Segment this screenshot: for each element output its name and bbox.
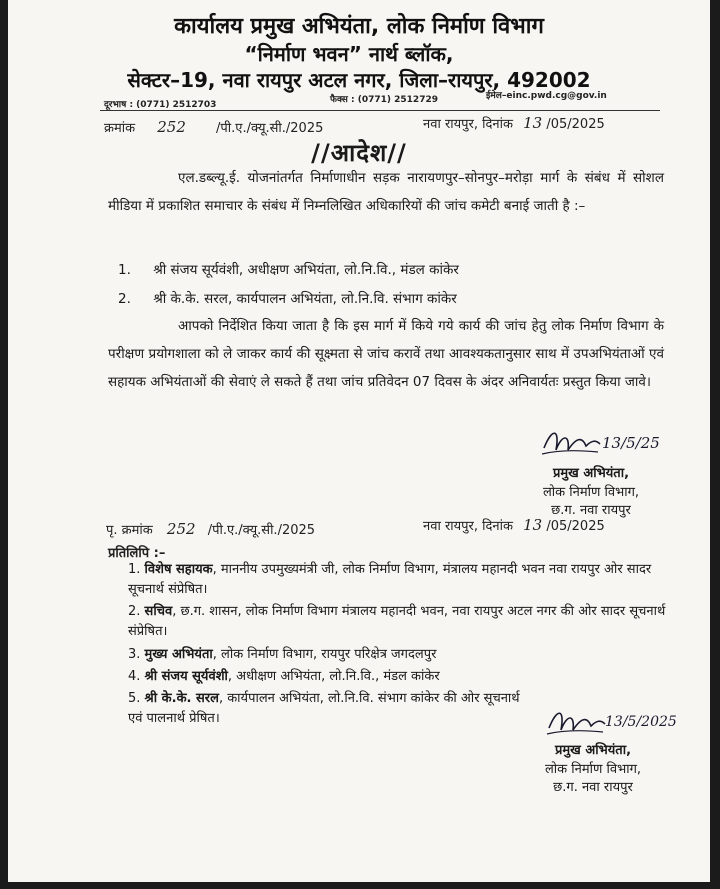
endorse-code: /पी.ए./क्यू.सी./2025 [207,523,316,538]
copy-item-5-recipient: श्री के.के. सरल [144,691,219,706]
endorse-number: 252 [166,520,196,538]
signatory-1-dept: लोक निर्माण विभाग, [542,485,640,500]
copy-item-3-text: , लोक निर्माण विभाग, रायपुर परिक्षेत्र जगदलपुर [212,647,437,662]
copy-item-5 [128,689,528,729]
copy-item-5-num: 5. [128,691,141,706]
copy-item-1-num: 1. [128,562,141,577]
member-1-text: श्री संजय सूर्यवंशी, अधीक्षण अभियंता, लो.नि.वि., मंडल कांकेर [153,262,459,278]
copy-item-4-text: , अधीक्षण अभियंता, लो.नि.वि., मंडल कांकेर [227,669,440,684]
document-page [8,0,710,882]
signature-2-date: 13/5/2025 [605,714,677,730]
ref-code: /पी.ए./क्यू.सी./2025 [216,121,324,136]
copy-item-5-text: , कार्यपालन अभियंता, लो.नि.वि. संभाग कांकेर की ओर सूचनार्थ एवं पालनार्थ प्रेषित। [128,691,520,726]
copy-to-label: प्रतिलिपि :– [108,546,166,561]
copy-item-1-recipient: विशेष सहायक [144,562,213,577]
para2-text: आपको निर्देशित किया जाता है कि इस मार्ग में किये गये कार्य की जांच हेतु लोक निर्माण विभाग के परीक्षण प्रयोगशाला को ले जाकर कार्य की सूक्ष्मता से जांच करावें तथा आवश्यकतानुसार साथ में उपअभियंताओं एवं सहायक अभियंताओं की सेवाएं ले सकते हैं तथा जांच प्रतिवेदन 07 दिवस के अंदर अनिवार्यतः प्रस्तुत किया जावे। [108,318,664,390]
order-date [423,114,605,132]
member-1 [118,260,459,278]
building-name: “निर्माण भवन” नार्थ ब्लॉक, [244,42,454,66]
member-2-text: श्री के.के. सरल, कार्यपालन अभियंता, लो.नि.वि. संभाग कांकेर [153,291,457,307]
signatory-1-title: प्रमुख अभियंता, [552,466,630,481]
order-paragraph-1 [108,164,664,220]
member-1-num: 1. [118,262,131,278]
signatory-2-title: प्रमुख अभियंता, [554,743,632,758]
endorsement-reference [106,520,315,538]
signatory-2-dept: लोक निर्माण विभाग, [544,762,642,777]
copy-item-2 [128,602,688,642]
ref-number: 252 [157,118,186,136]
copy-item-2-num: 2. [128,604,141,619]
order-reference [104,118,323,136]
endorse-date-label: नवा रायपुर, दिनांक [423,519,513,534]
signature-1-date: 13/5/25 [602,434,660,452]
signatory-1-place: छ.ग. नवा रायपुर [551,503,631,518]
copy-item-3-num: 3. [128,647,141,662]
endorsement-date [423,516,605,534]
copy-item-1 [128,560,688,600]
endorse-monthyear: /05/2025 [546,519,605,534]
member-2 [118,289,457,307]
office-address: सेक्टर–19, नवा रायपुर अटल नगर, जिला–रायपुर, 492002 [127,68,591,92]
order-paragraph-2 [108,312,664,396]
date-day: 13 [523,114,543,132]
para1-text: एल.डब्ल्यू.ई. योजनांतर्गत निर्माणाधीन सड़क नारायणपुर–सोनपुर–मरोड़ा मार्ग के संबंध में सोशल मीडिया में प्रकाशित समाचार के संबंध में निम्नलिखित अधिकारियों की जांच कमेटी बनाई जाती है :– [108,170,664,214]
signature-2 [543,700,693,745]
date-label: नवा रायपुर, दिनांक [423,117,513,132]
order-title: //आदेश// [311,139,407,167]
copy-item-2-text: , छ.ग. शासन, लोक निर्माण विभाग मंत्रालय महानदी भवन, नवा रायपुर अटल नगर की ओर सादर सूचनार्थ संप्रेषित। [128,604,666,639]
copy-item-4 [128,667,688,687]
email-address: ईमेल–einc.pwd.cg@gov.in [486,91,607,101]
copy-item-4-recipient: श्री संजय सूर्यवंशी [144,669,228,684]
ref-prefix: क्रमांक [104,121,136,136]
phone-number: दूरभाष : (0771) 2512703 [104,100,217,110]
endorse-prefix: पृ. क्रमांक [106,523,153,538]
signatory-2-place: छ.ग. नवा रायपुर [553,780,633,795]
copy-item-3 [128,645,688,665]
fax-number: फैक्स : (0771) 2512729 [330,95,438,105]
copy-item-3-recipient: मुख्य अभियंता [144,647,213,662]
endorse-day: 13 [523,516,543,534]
header-divider [100,110,660,111]
member-2-num: 2. [118,291,131,307]
copy-item-1-text: , माननीय उपमुख्यमंत्री जी, लोक निर्माण विभाग, मंत्रालय महानदी भवन नवा रायपुर ओर सादर सूचनार्थ संप्रेषित। [128,562,652,597]
copy-item-4-num: 4. [128,669,141,684]
office-title: कार्यालय प्रमुख अभियंता, लोक निर्माण विभाग [174,14,544,39]
copy-item-2-recipient: सचिव [144,604,173,619]
date-monthyear: /05/2025 [546,117,605,132]
